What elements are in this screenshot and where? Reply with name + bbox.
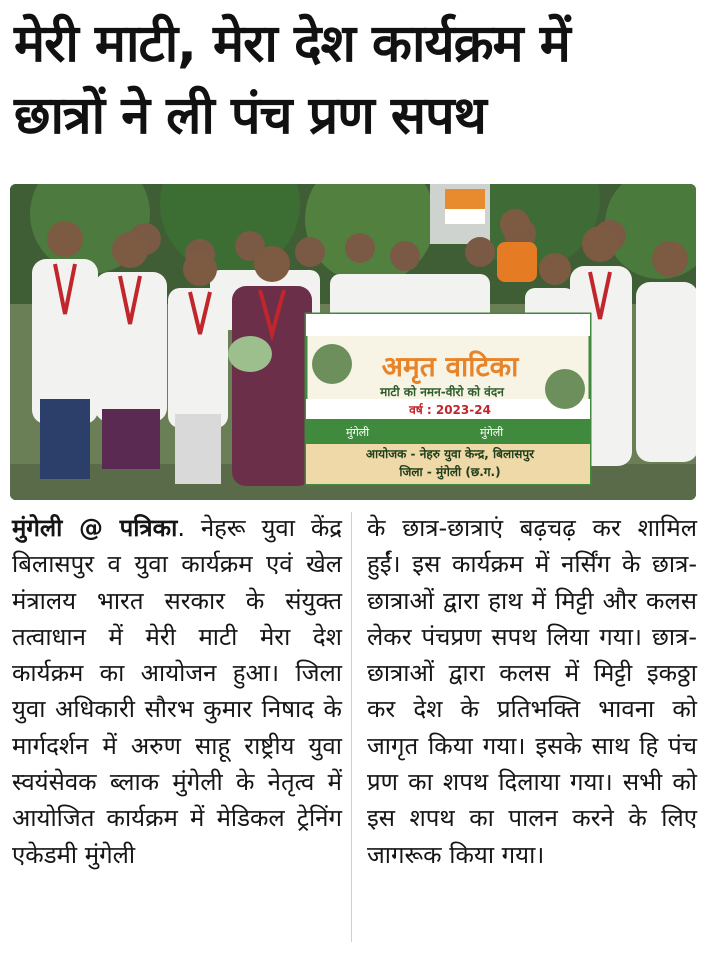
amrit-vatika-banner: [306, 314, 590, 484]
body-text-left: . नेहरू युवा केंद्र बिलासपुर व युवा कार्यक्रम एवं खेल मंत्रालय भारत सरकार के संयुक्त तत्वाधान में मेरी माटी मेरा देश कार्यक्रम का आयोजन हुआ। जिला युवा अधिकारी सौरभ कुमार निषाद के मार्गदर्शन में अरुण साहू राष्ट्रीय युवा स्वयंसेवक ब्लाक मुंगेली के नेतृत्व में आयोजित कार्यक्रम में मेडिकल ट्रेनिंग एकेडमी मुंगेली: [12, 514, 342, 869]
headline: [14, 8, 694, 152]
news-photo: [10, 184, 696, 500]
headline-line-1: मेरी माटी, मेरा देश कार्यक्रम में: [14, 14, 570, 74]
banner-subtitle: माटी को नमन-वीरो को वंदन: [380, 385, 504, 399]
banner-place-left: मुंगेली: [346, 426, 370, 439]
article-column-right: [367, 510, 697, 873]
column-divider: [351, 512, 352, 942]
body-text-right: के छात्र-छात्राएं बढ़चढ़ कर शामिल हुईं। इस कार्यक्रम में नर्सिंग के छात्र-छात्राओं द्वारा हाथ में मिट्टी और कलस लेकर पंचप्रण सपथ लिया गया। छात्र-छात्राओं द्वारा कलस में मिट्टी इकठ्ठा कर देश के प्रतिभक्ति भावना को जागृत किया गया। इसके साथ हि पंच प्रण का शपथ दिलाया गया। सभी को इस शपथ का पालन करने के लिए जागरूक किया गया।: [367, 514, 697, 869]
article-column-left: [12, 510, 342, 873]
banner-district: जिला - मुंगेली (छ.ग.): [399, 465, 501, 479]
banner-title: अमृत वाटिका: [381, 350, 519, 383]
headline-line-2: छात्रों ने ली पंच प्रण सपथ: [14, 86, 486, 146]
banner-place-right: मुंगेली: [480, 426, 504, 439]
news-photo-illustration: [10, 184, 696, 500]
banner-year: वर्ष : 2023-24: [409, 403, 491, 417]
dateline: मुंगेली @ पत्रिका: [12, 514, 178, 542]
banner-organizer: आयोजक - नेहरु युवा केन्द्र, बिलासपुर: [365, 447, 535, 461]
